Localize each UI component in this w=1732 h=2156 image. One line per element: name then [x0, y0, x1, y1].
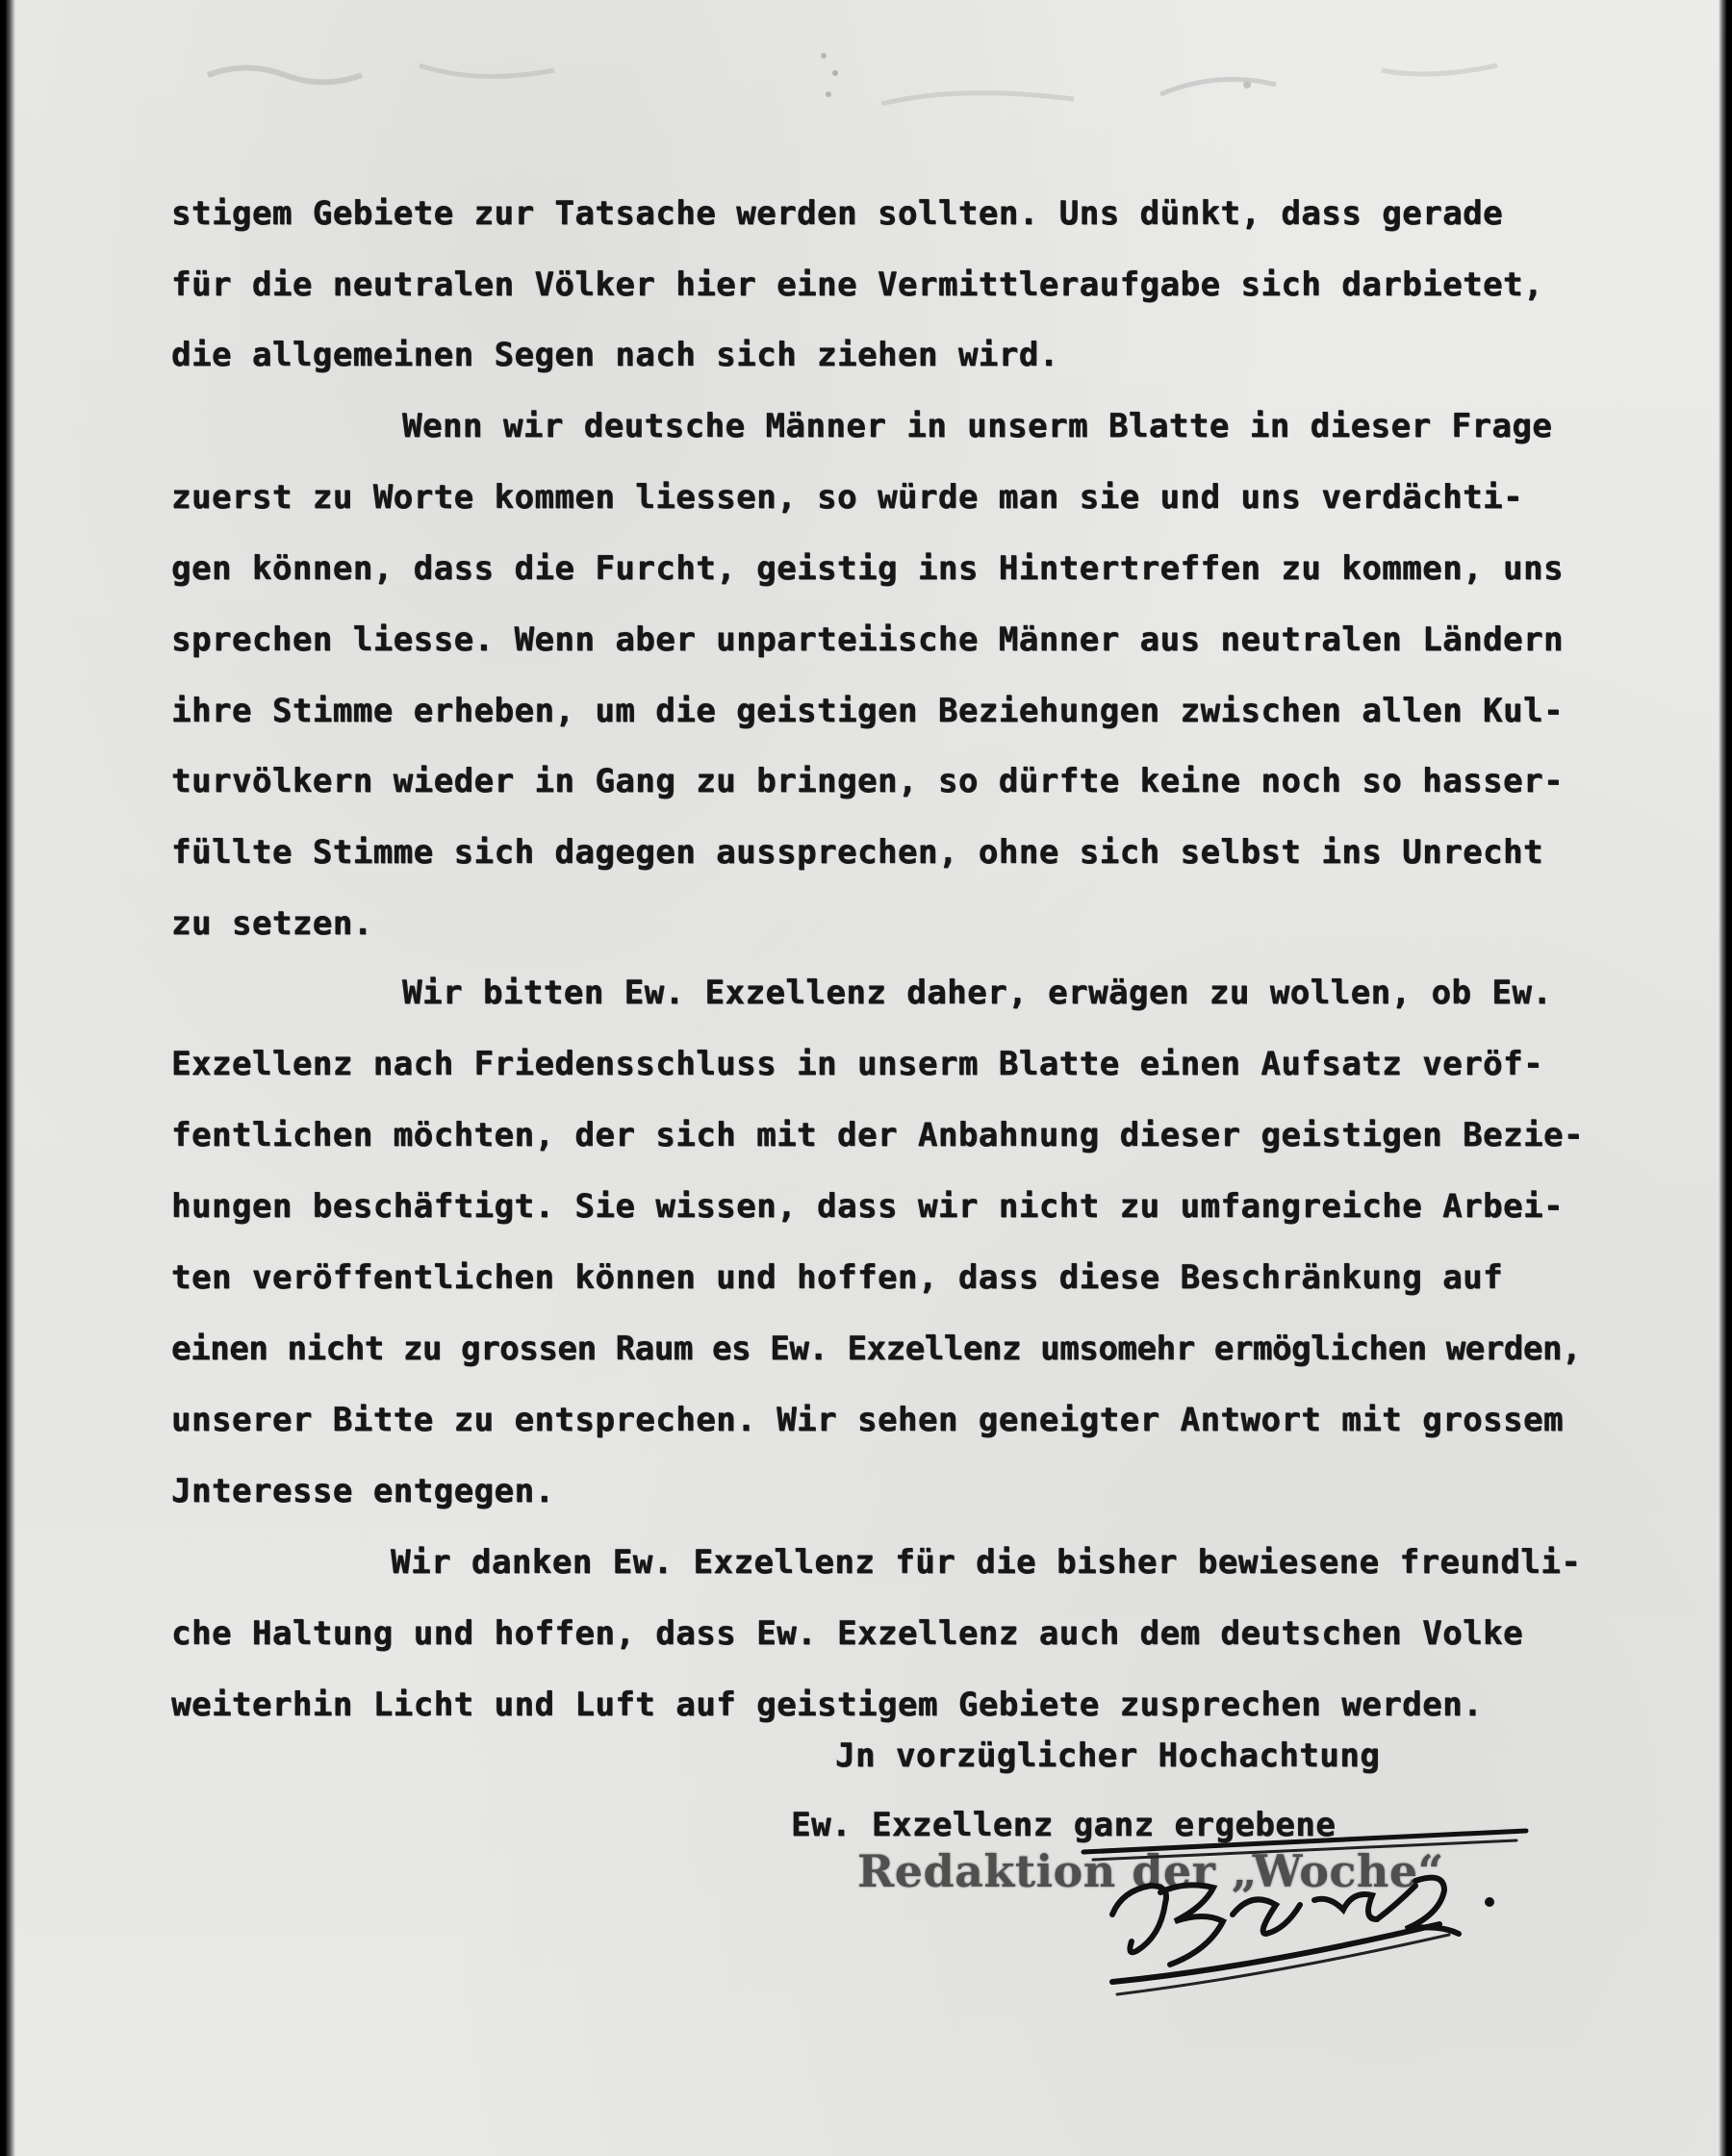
letter-line: stigem Gebiete zur Tatsache werden sollten. Uns dünkt, dass gerade: [171, 194, 1504, 233]
scan-edge-right: [1719, 0, 1726, 2156]
scan-edge-left: [6, 0, 15, 2156]
letter-line: Jnteresse entgegen.: [171, 1472, 555, 1510]
letter-line: turvölkern wieder in Gang zu bringen, so dürfte keine noch so hasser-: [171, 762, 1564, 800]
letter-line: ten veröffentlichen können und hoffen, dass diese Beschränkung auf: [171, 1258, 1504, 1297]
letter-line: füllte Stimme sich dagegen aussprechen, ohne sich selbst ins Unrecht: [171, 833, 1543, 872]
letter-line: unserer Bitte zu entsprechen. Wir sehen geneigter Antwort mit grossem: [171, 1401, 1564, 1439]
closing-salutation: Jn vorzüglicher Hochachtung: [835, 1737, 1381, 1775]
letter-line: ihre Stimme erheben, um die geistigen Beziehungen zwischen allen Kul-: [171, 692, 1564, 730]
letter-line: hungen beschäftigt. Sie wissen, dass wir nicht zu umfangreiche Arbei-: [171, 1187, 1564, 1226]
letter-line: che Haltung und hoffen, dass Ew. Exzellenz auch dem deutschen Volke: [171, 1614, 1523, 1653]
letter-line: gen können, dass die Furcht, geistig ins Hintertreffen zu kommen, uns: [171, 549, 1564, 588]
letter-line: die allgemeinen Segen nach sich ziehen wird.: [171, 336, 1059, 374]
letter-line: sprechen liesse. Wenn aber unparteiische Männer aus neutralen Ländern: [171, 621, 1564, 659]
letter-line: Exzellenz nach Friedensschluss in unserm Blatte einen Aufsatz veröf-: [171, 1045, 1543, 1083]
letter-line: fentlichen möchten, der sich mit der Anbahnung dieser geistigen Bezie-: [171, 1116, 1584, 1154]
faded-header-marks: [150, 27, 1593, 142]
letter-page: [6, 0, 1726, 2156]
letter-line: Wir danken Ew. Exzellenz für die bisher bewiesene freundli-: [391, 1543, 1582, 1582]
letter-line: zu setzen.: [171, 904, 373, 943]
letter-line: zuerst zu Worte kommen liessen, so würde man sie und uns verdächti-: [171, 478, 1523, 517]
letter-line: Wir bitten Ew. Exzellenz daher, erwägen zu wollen, ob Ew.: [402, 974, 1553, 1012]
letter-line: weiterhin Licht und Luft auf geistigem Gebiete zusprechen werden.: [171, 1686, 1484, 1724]
closing-signoff: Ew. Exzellenz ganz ergebene: [791, 1806, 1337, 1844]
letter-line: für die neutralen Völker hier eine Vermittleraufgabe sich darbietet,: [171, 266, 1543, 304]
letter-line: Wenn wir deutsche Männer in unserm Blatte in dieser Frage: [402, 407, 1553, 445]
letter-line: einen nicht zu grossen Raum es Ew. Exzellenz umsomehr ermöglichen werden,: [171, 1330, 1582, 1368]
handwritten-signature: [1074, 1823, 1536, 2020]
editorial-stamp: Redaktion der „Woche“: [857, 1845, 1444, 1897]
